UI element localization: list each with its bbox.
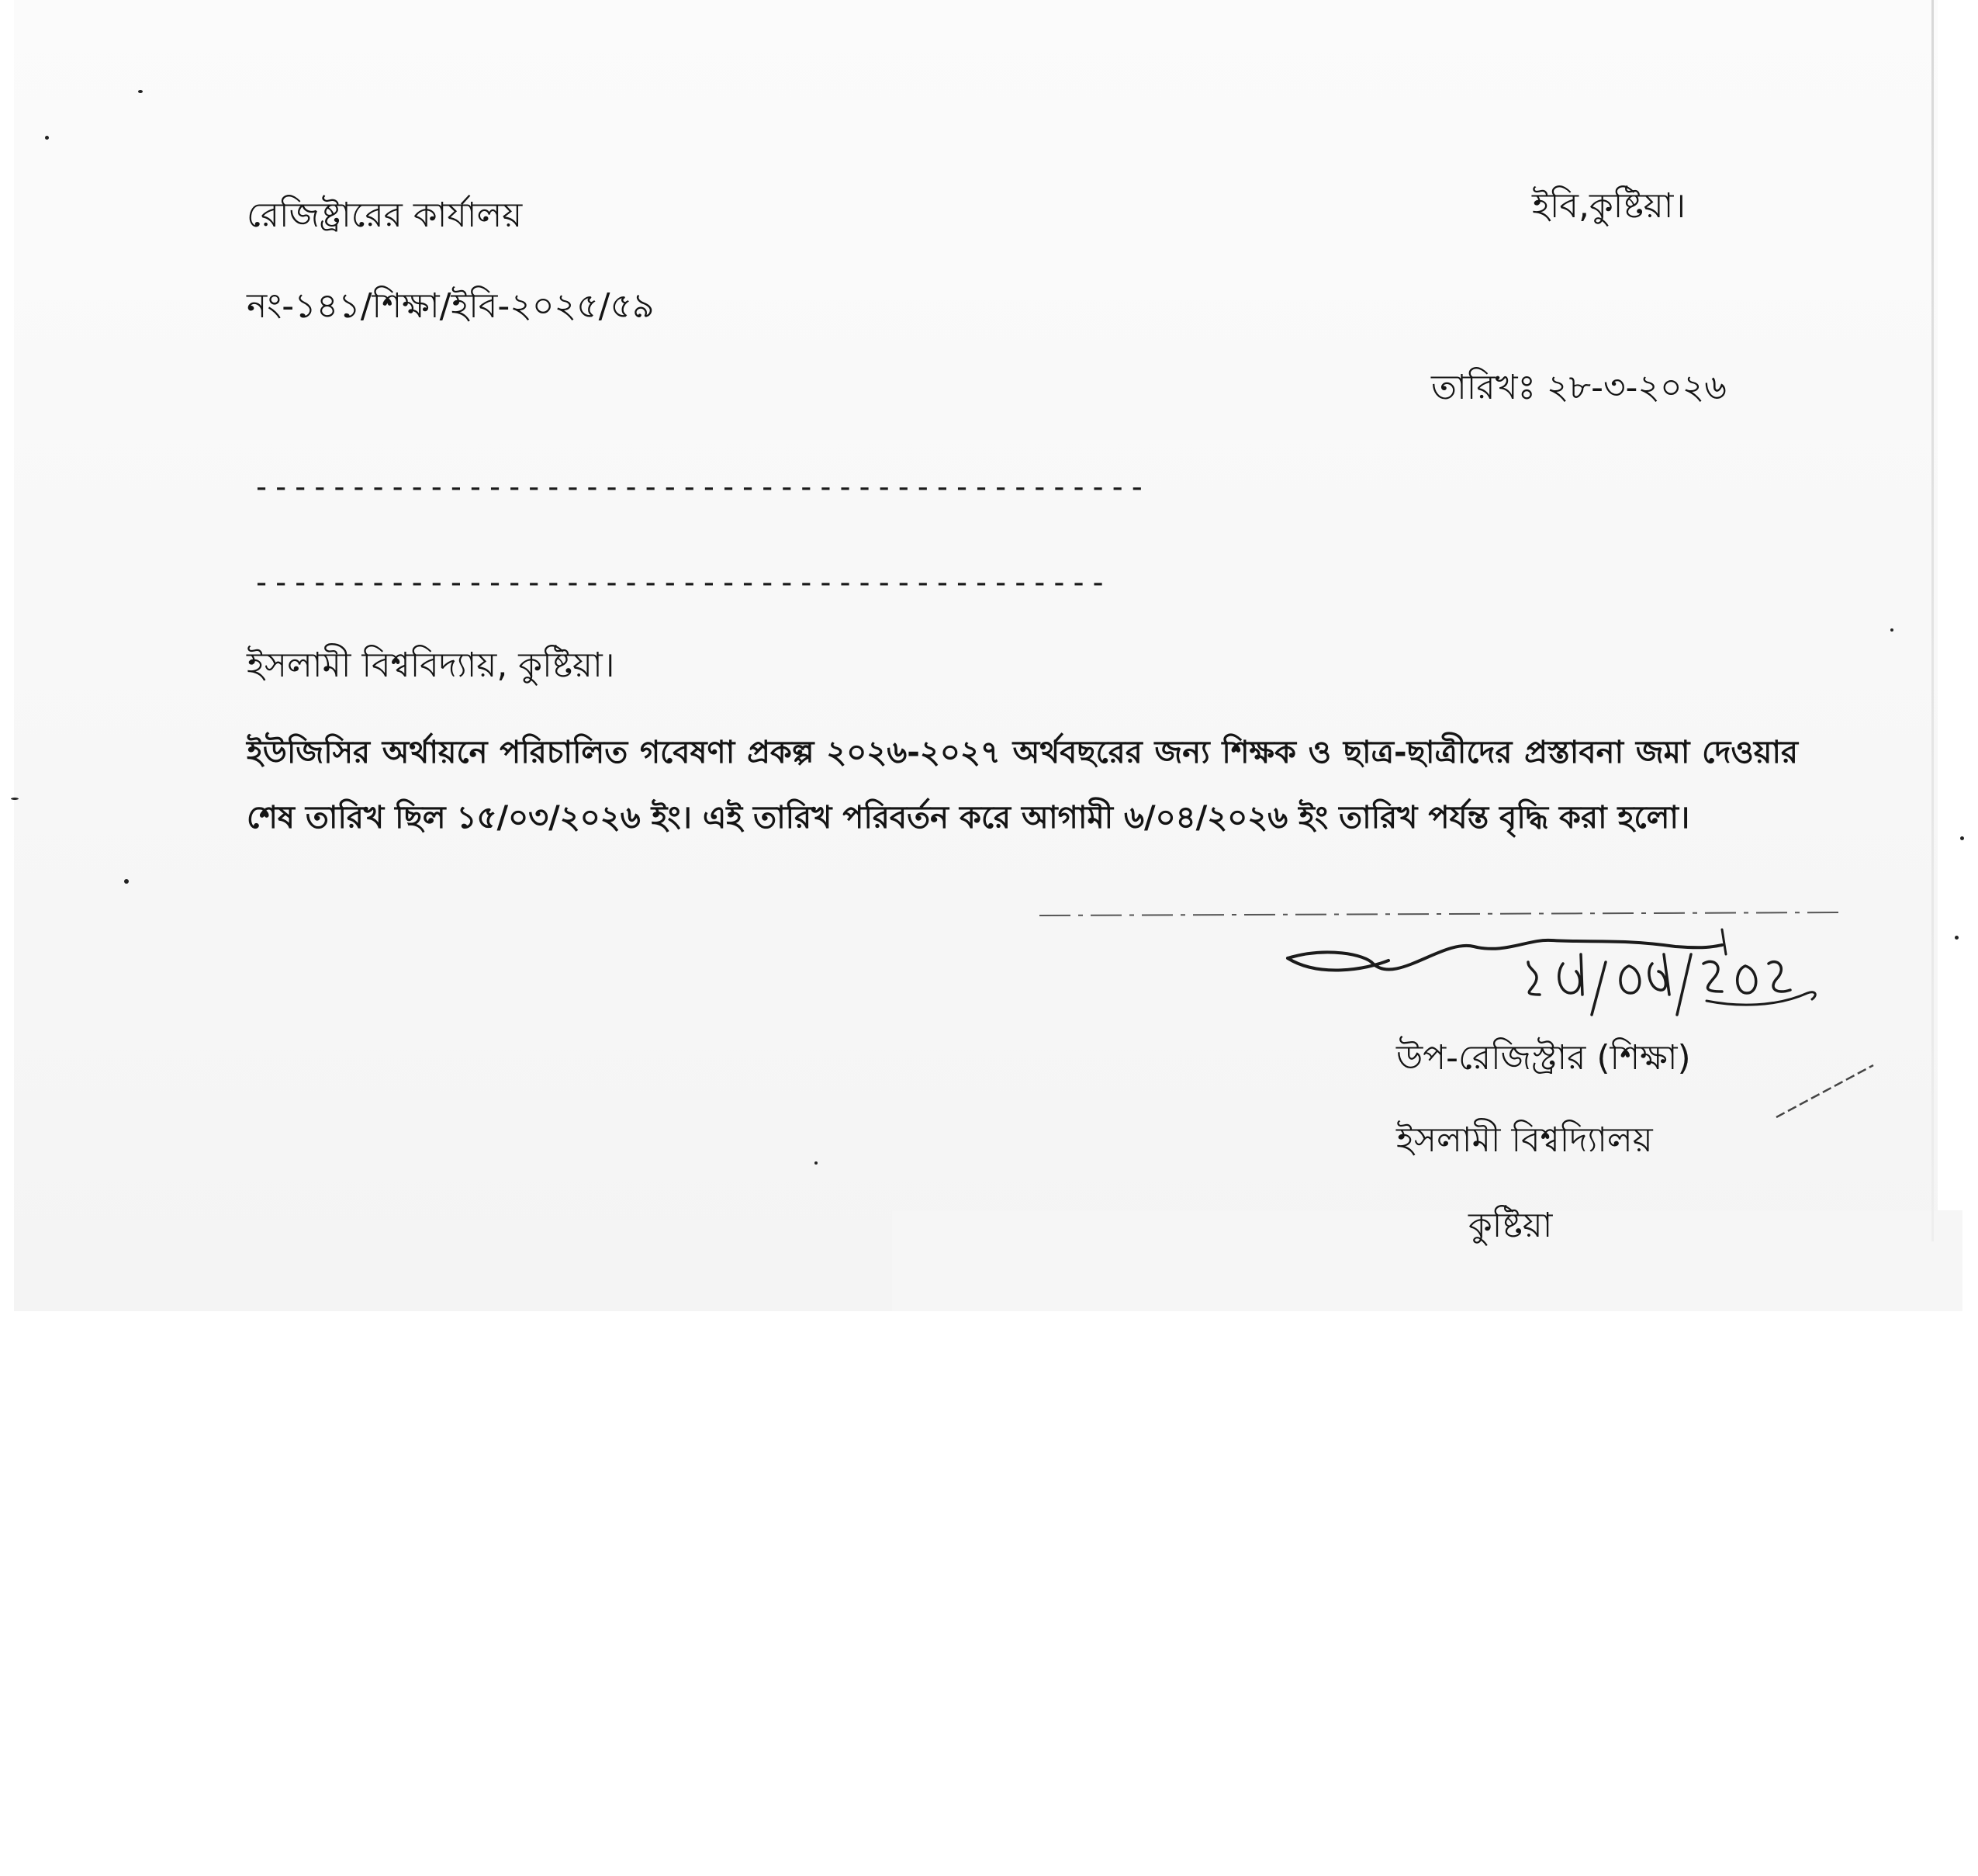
recipient-blank-line-1: ---------------------------------------------- — [252, 469, 1147, 505]
letter-date: তারিখঃ ২৮-৩-২০২৬ — [1431, 368, 1727, 407]
recipient-address: ইসলামী বিশ্ববিদ্যায়, কুষ্টিয়া। — [247, 646, 615, 685]
letter-body: ইউজিসির অর্থায়নে পরিচালিত গবেষণা প্রকল্প ২০২৬-২০২৭ অর্থবছরের জন্য শিক্ষক ও ছাত্র-ছাত্রীদের প্রস্তাবনা জমা দেওয়ার শেষ তারিখ ছিল ১৫/০৩/২০২৬ ইং। এই তারিখ পরিবর্তন করে আগামী ৬/০৪/২০২৬ ইং তারিখ পর্যন্ত বৃদ্ধি করা হলো। — [247, 735, 1798, 836]
scan-speck — [814, 1161, 818, 1165]
office-place: ইবি,কুষ্টিয়া। — [1532, 186, 1686, 226]
scan-speck — [1890, 628, 1893, 632]
scan-artifact-dashed-line — [1039, 908, 1846, 923]
office-name: রেজিষ্ট্রারের কার্যালয় — [247, 196, 523, 235]
scan-speck — [138, 90, 143, 93]
signatory-city: কুষ্টিয়া — [1468, 1206, 1553, 1245]
scan-speck — [45, 136, 49, 140]
reference-number: নং-১৪১/শিক্ষা/ইবি-২০২৫/৫৯ — [247, 286, 655, 326]
signatory-university: ইসলামী বিশ্বদ্যািলয় — [1396, 1120, 1653, 1160]
scanned-paper-lower-edge — [892, 1206, 1962, 1311]
scan-right-edge — [1931, 0, 1934, 1241]
handwritten-signature — [1272, 923, 1831, 1055]
scan-speck — [11, 798, 19, 800]
recipient-blank-line-2: -------------------------------------------- — [252, 565, 1108, 601]
scan-speck — [1960, 836, 1964, 840]
scan-speck — [124, 879, 129, 884]
signatory-role: উপ-রেজিস্ট্রার (শিক্ষা) — [1396, 1038, 1691, 1078]
scan-speck — [1955, 936, 1959, 940]
scan-artifact-slash — [1772, 1059, 1881, 1121]
